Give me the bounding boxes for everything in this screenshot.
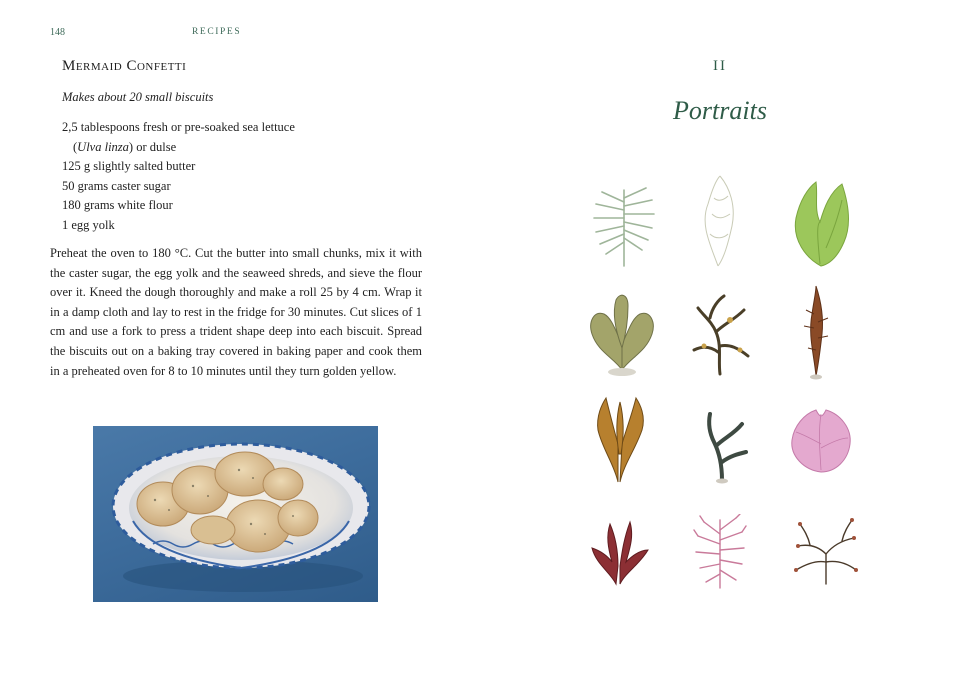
seaweed-illustration-brown-plume [798,284,834,380]
recipe-title: Mermaid Confetti [62,58,187,74]
recipe-yield: Makes about 20 small biscuits [62,90,214,104]
ingredient-item: 180 grams white flour [62,198,173,213]
biscuit-bowl-photo [93,426,378,602]
ingredient-item: 50 grams caster sugar [62,178,171,193]
ingredient-item: (Ulva linza) or dulse [73,139,177,154]
running-head: RECIPES [192,27,242,37]
chapter-title: Portraits [673,96,767,125]
seaweed-illustration-feathery-green [588,182,660,268]
seaweed-illustration-sea-lettuce [786,178,856,268]
ingredient-item: 1 egg yolk [62,217,115,232]
ingredient-item: 2,5 tablespoons fresh or pre-soaked sea lettuce [62,120,295,134]
seaweed-illustration-dark-branching [690,290,752,376]
biscuit-bowl-illustration [93,426,378,602]
ingredient-item: 125 g slightly salted butter [62,159,196,174]
seaweed-illustration-olive-fronds [584,288,660,378]
seaweed-illustration-slate-fronds [700,404,748,484]
ingredient-latin-name: Ulva linza [77,139,129,154]
chapter-number: II [713,58,727,74]
seaweed-illustration-pink-leaf [786,404,856,476]
right-page [480,0,960,694]
seaweed-illustration-rust-branching [790,516,860,586]
recipe-method: Preheat the oven to 180 °C. Cut the butter into small chunks, mix it with the caster sugar, the egg yolk and the seaweed shreds, and sieve the flour over it. Kneed the dough thoroughly and make a roll 25 by 4 cm. Wrap it in a damp cloth and lay to rest in the fridge for 30 minutes. Cut slices of 1 cm and use a fork to press a trident shape deep into each biscuit. Spread the biscuits out on a baking tray covered in baking paper and cook them in a preheated oven for 8 to 10 minutes until they turn golden yellow. [50,246,422,378]
seaweed-illustration-pink-coral [692,514,748,590]
page-number: 148 [50,27,65,38]
ingredient-list [62,118,295,236]
seaweed-illustration-crimson-fans [586,518,654,588]
seaweed-illustration-golden-kelp [592,394,648,486]
seaweed-illustration-pale-outline [690,174,748,268]
